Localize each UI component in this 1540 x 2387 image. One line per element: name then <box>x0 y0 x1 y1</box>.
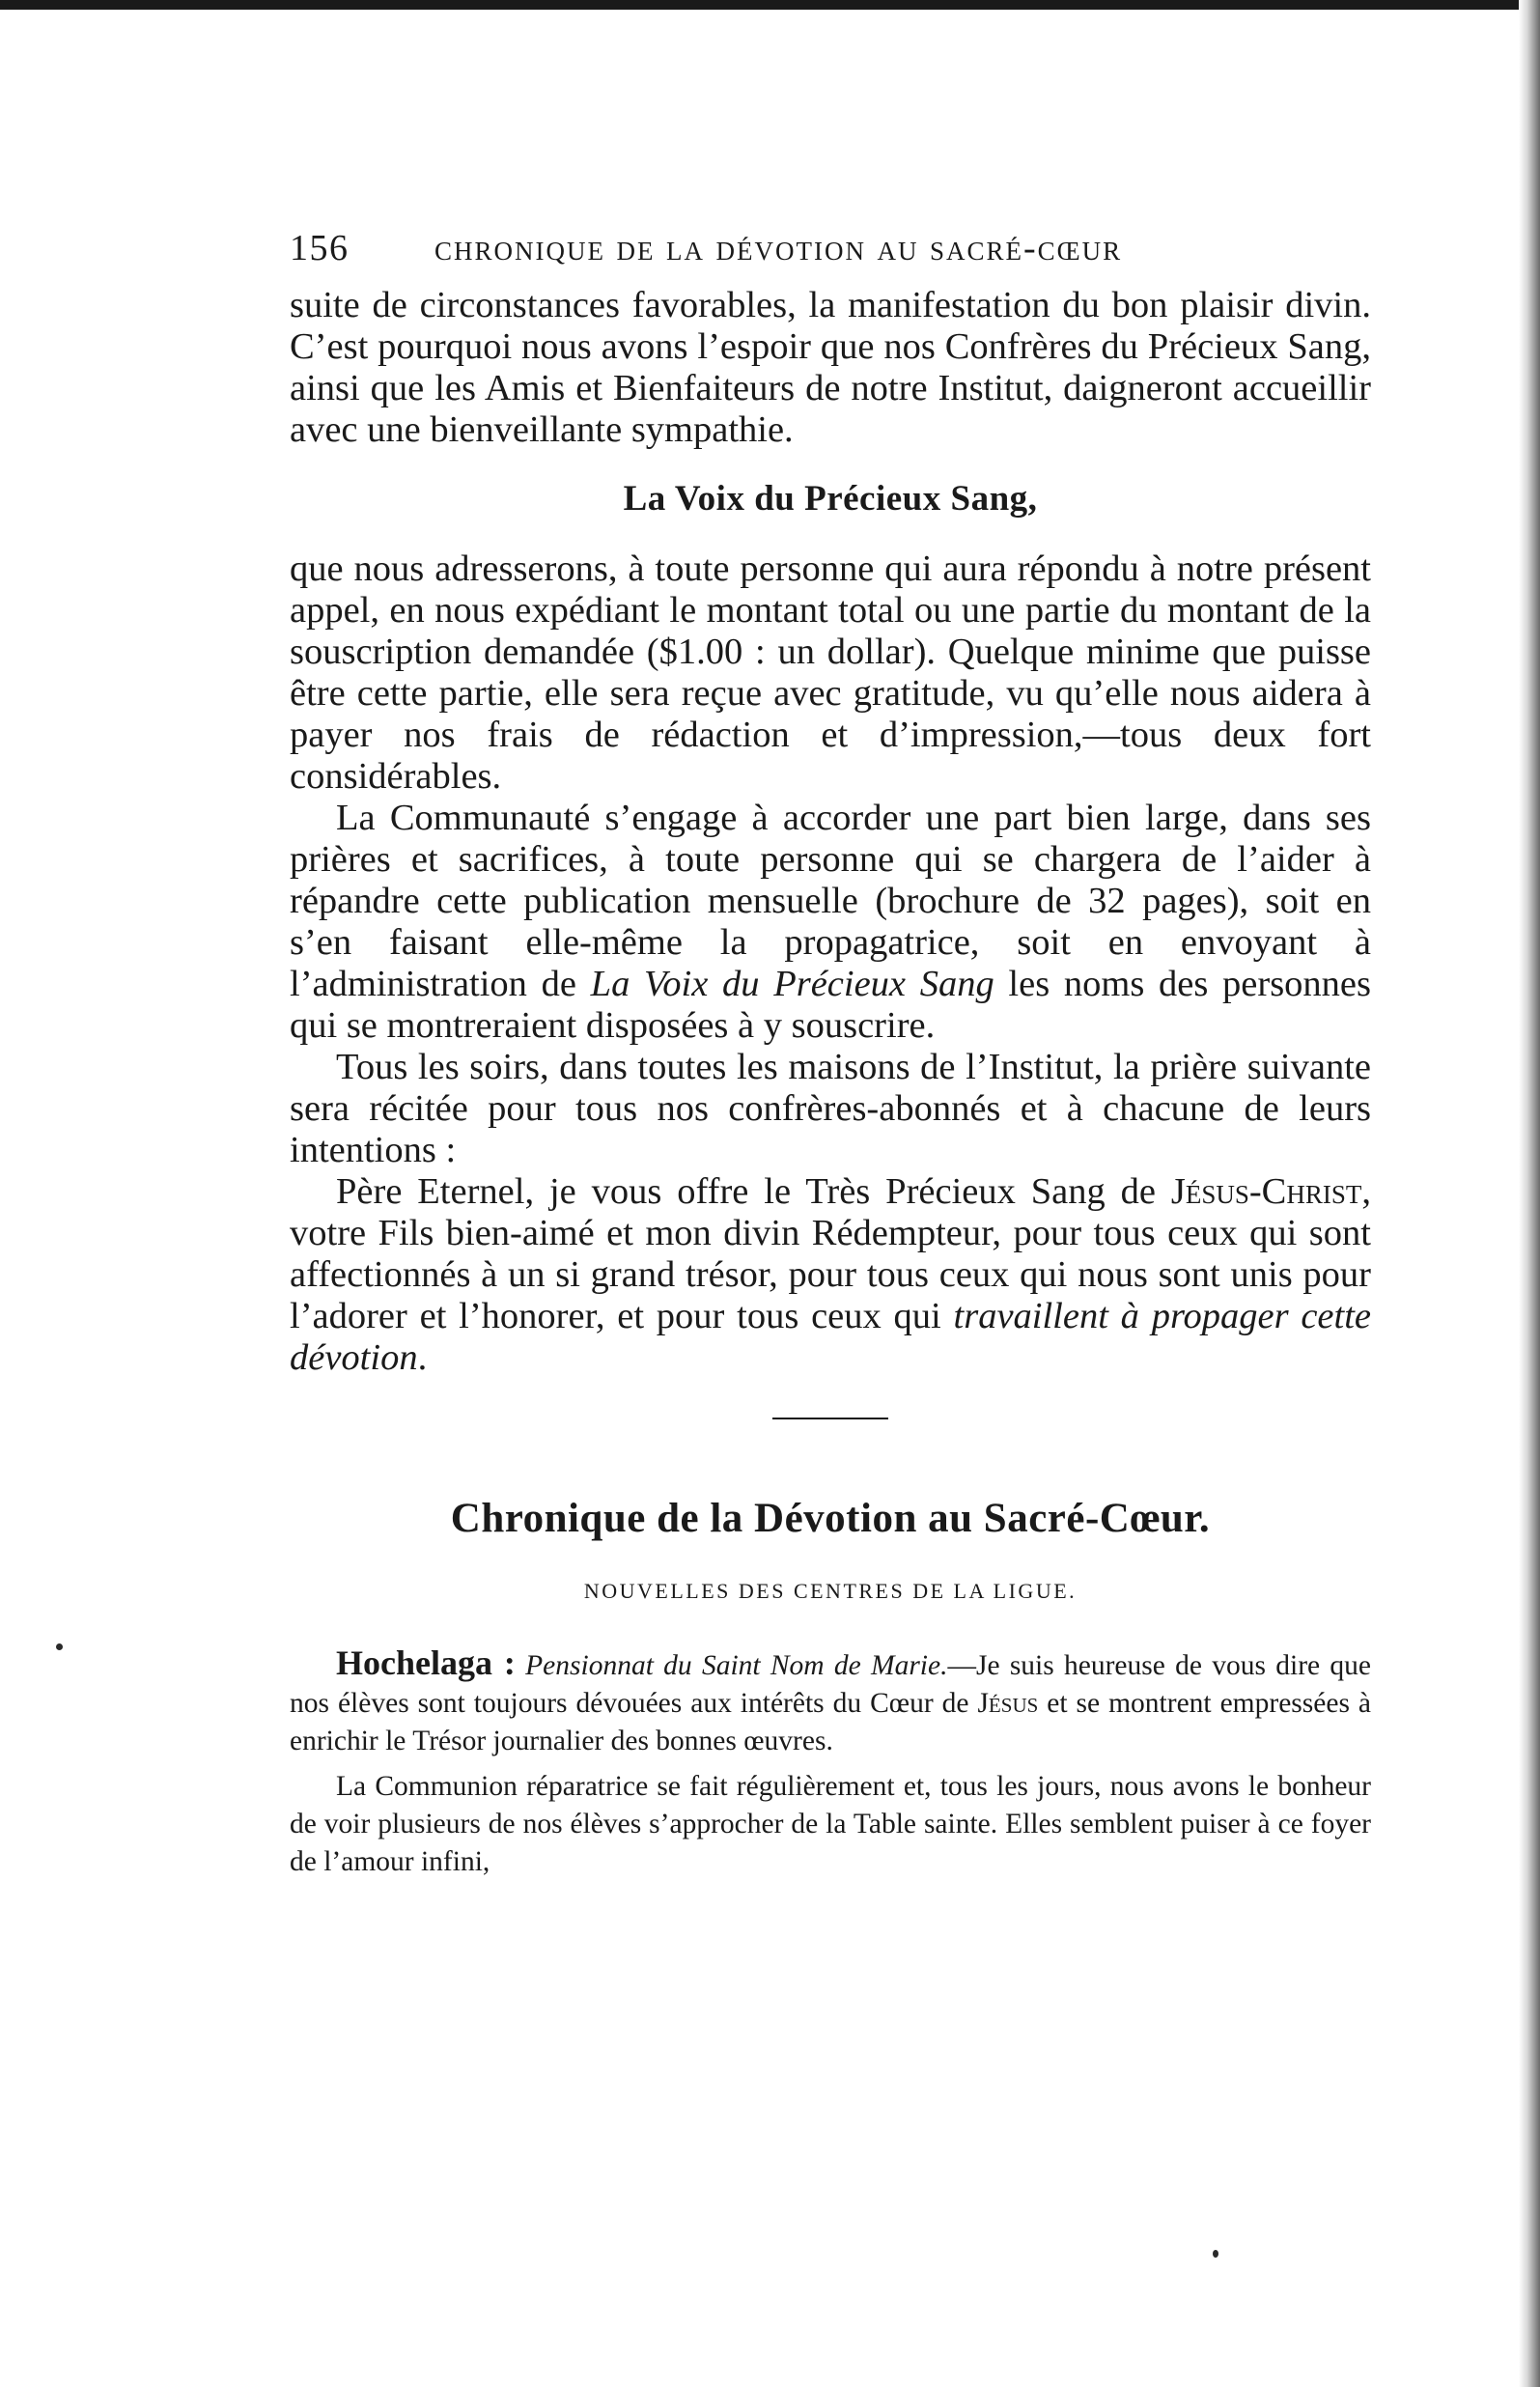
chronique-text <box>290 1644 1371 1881</box>
paragraph-2 <box>290 798 1371 1047</box>
paragraph-3: Tous les soirs, dans toutes les maisons de l’Institut, la prière suivante sera récitée pour tous nos confrères-abonnés et à chacune de leurs intentions : <box>290 1047 1371 1170</box>
prayer-text-a: Père Eternel, je vous offre le Très Précieux Sang de <box>336 1171 1171 1212</box>
chronique-subtitle: NOUVELLES DES CENTRES DE LA LIGUE. <box>583 1579 1078 1603</box>
paragraph-1: que nous adresserons, à toute personne qui aura répondu à notre présent appel, en nous expédiant le montant total ou une partie du montant de la souscription demandée ($1.00 : un dollar). Quelque minime que puisse être cette partie, elle sera reçue avec gratitude, vu qu’elle nous aidera à payer nos frais de rédaction et d’impression,—tous deux fort considérables. <box>290 548 1371 797</box>
prayer-paragraph <box>290 1171 1371 1379</box>
main-text <box>290 285 1371 1379</box>
chronique-title: Chronique de la Dévotion au Sacré-Cœur. <box>450 1496 1211 1541</box>
chronique-entry <box>290 1644 1371 1760</box>
section-separator <box>772 1418 888 1419</box>
publication-title: La Voix du Précieux Sang <box>590 964 994 1004</box>
page-edge-shadow <box>1519 0 1540 2387</box>
voix-heading: La Voix du Précieux Sang, <box>623 479 1038 519</box>
entry-text-b: et se montrent empressées à enrichir le Trésor journalier des bonnes œuvres. <box>290 1688 1371 1756</box>
paragraph-2-text-b: les noms des personnes qui se montreraient disposées à y souscrire. <box>290 964 1371 1046</box>
prayer-name: Jésus-Christ <box>1170 1171 1362 1212</box>
intro-paragraph: suite de circonstances favorables, la manifestation du bon plaisir divin. C’est pourquoi nous avons l’espoir que nos Confrères du Précieux Sang, ainsi que les Amis et Bienfaiteurs de notre Institut, daigneront accueillir avec une bienveillante sympathie. <box>290 285 1371 450</box>
entry-place: Hochelaga : <box>336 1643 516 1682</box>
paragraph-2-text-a: La Communauté s’engage à accorder une part bien large, dans ses prières et sacrifices, à toute personne qui se chargera de l’aider à répandre cette publication mensuelle (brochure de 32 pages), soit en s’en faisant elle-même la propagatrice, soit en envoyant à l’administration de <box>290 798 1371 1004</box>
margin-speck <box>56 1643 63 1650</box>
running-head <box>290 227 1371 285</box>
entry-institution: Pensionnat du Saint Nom de Marie. <box>525 1650 948 1681</box>
prayer-text-b: , votre Fils bien-aimé et mon divin Rédempteur, pour tous ceux qui sont affectionnés à un si grand trésor, pour tous ceux qui nous sont unis pour l’adorer et l’honorer, et pour tous ceux qui <box>290 1171 1371 1336</box>
margin-speck <box>1213 2250 1218 2258</box>
prayer-italic: travaillent à propager cette dévotion <box>290 1296 1371 1378</box>
prayer-end: . <box>417 1337 428 1378</box>
chronique-paragraph-2: La Communion réparatrice se fait régulièrement et, tous les jours, nous avons le bonheur de voir plusieurs de nos élèves s’approcher de la Table sainte. Elles semblent puiser à ce foyer de l’amour infini, <box>290 1771 1371 1877</box>
page-content <box>290 227 1371 1889</box>
entry-name: Jésus <box>977 1688 1039 1719</box>
entry-text-a: —Je suis heureuse de vous dire que nos élèves sont toujours dévouées aux intérêts du Cœur de <box>290 1650 1371 1719</box>
top-border <box>0 0 1540 10</box>
running-title: chronique de la dévotion au sacré-cœur <box>434 228 1123 268</box>
page-number: 156 <box>290 228 350 268</box>
